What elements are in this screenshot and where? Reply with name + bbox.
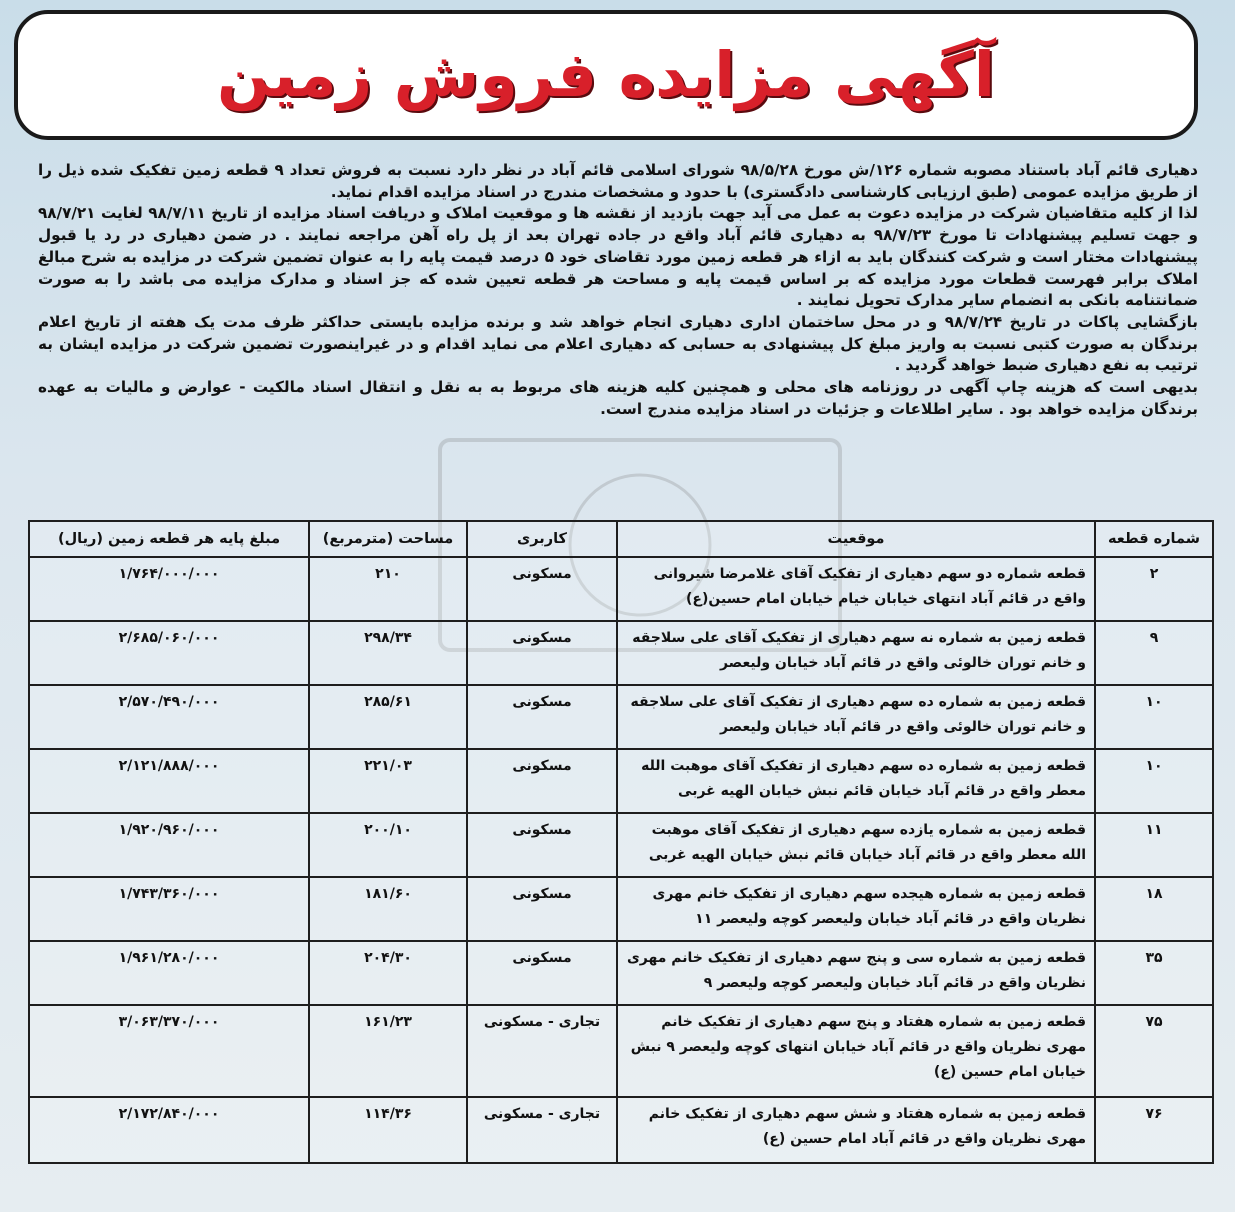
lot-area: ۲۹۸/۳۴ [309, 621, 467, 685]
lot-price: ۳/۰۶۳/۳۷۰/۰۰۰ [29, 1005, 309, 1097]
lot-area: ۲۰۰/۱۰ [309, 813, 467, 877]
title-banner [14, 10, 1198, 140]
lot-usage: مسکونی [467, 877, 617, 941]
lot-number: ۷۶ [1095, 1097, 1213, 1163]
lot-price: ۱/۷۴۳/۳۶۰/۰۰۰ [29, 877, 309, 941]
paragraph-opening: بازگشایی پاکات در تاریخ ۹۸/۷/۲۴ و در محل ساختمان اداری دهیاری انجام خواهد شد و برنده مزایده بایستی حداکثر ظرف مدت یک هفته از تاریخ اعلام برندگان به صورت کتبی نسبت به واریز مبلغ کل پیشنهادی به حسابی که دهیاری اعلام می نماید اقدام و در غیراینصورت تضمین شرکت در مزایده ایشان به ترتیب به نفع دهیاری ضبط خواهد گردید . [38, 312, 1198, 375]
header-usage: کاربری [467, 521, 617, 557]
lot-price: ۱/۷۶۴/۰۰۰/۰۰۰ [29, 557, 309, 621]
lot-location: قطعه زمین به شماره نه سهم دهیاری از تفکیک آقای علی سلاجقه و خانم توران خالوئی واقع در قائم آباد خیابان ولیعصر [617, 621, 1095, 685]
lot-area: ۲۸۵/۶۱ [309, 685, 467, 749]
lot-usage: مسکونی [467, 557, 617, 621]
table-row [29, 685, 1213, 749]
lot-price: ۱/۹۲۰/۹۶۰/۰۰۰ [29, 813, 309, 877]
header-location: موقعیت [617, 521, 1095, 557]
lot-number: ۱۸ [1095, 877, 1213, 941]
paragraph-intro: دهیاری قائم آباد باستناد مصوبه شماره ۱۲۶/ش مورخ ۹۸/۵/۲۸ شورای اسلامی قائم آباد در نظر دارد نسبت به فروش تعداد ۹ قطعه زمین تفکیک شده ذیل را از طریق مزایده عمومی (طبق ارزیابی کارشناسی دادگستری) با حدود و مشخصات مندرج در اسناد مزایده اقدام نماید. [38, 161, 1198, 201]
lot-usage: مسکونی [467, 621, 617, 685]
lot-location: قطعه زمین به شماره هیجده سهم دهیاری از تفکیک خانم مهری نظریان واقع در قائم آباد خیابان ولیعصر کوچه ولیعصر ۱۱ [617, 877, 1095, 941]
lot-usage: مسکونی [467, 685, 617, 749]
lot-area: ۲۰۴/۳۰ [309, 941, 467, 1005]
table-row [29, 813, 1213, 877]
lot-price: ۲/۱۷۲/۸۴۰/۰۰۰ [29, 1097, 309, 1163]
table-row [29, 877, 1213, 941]
lot-number: ۱۱ [1095, 813, 1213, 877]
lot-location: قطعه زمین به شماره ده سهم دهیاری از تفکیک آقای علی سلاجقه و خانم توران خالوئی واقع در قائم آباد خیابان ولیعصر [617, 685, 1095, 749]
lot-location: قطعه زمین به شماره هفتاد و پنج سهم دهیاری از تفکیک خانم مهری نظریان واقع در قائم آباد خیابان انتهای کوچه ولیعصر ۹ نبش خیابان امام حسین (ع) [617, 1005, 1095, 1097]
lot-location: قطعه زمین به شماره ده سهم دهیاری از تفکیک آقای موهبت الله معطر واقع در قائم آباد خیابان قائم نبش خیابان الهیه غربی [617, 749, 1095, 813]
page-title: آگهی مزایده فروش زمین [216, 38, 996, 111]
lot-usage: مسکونی [467, 813, 617, 877]
lot-location: قطعه زمین به شماره سی و پنج سهم دهیاری از تفکیک خانم مهری نظریان واقع در قائم آباد خیابان ولیعصر کوچه ولیعصر ۹ [617, 941, 1095, 1005]
table-row [29, 621, 1213, 685]
lot-number: ۷۵ [1095, 1005, 1213, 1097]
lot-price: ۲/۱۲۱/۸۸۸/۰۰۰ [29, 749, 309, 813]
lot-price: ۲/۵۷۰/۴۹۰/۰۰۰ [29, 685, 309, 749]
lot-price: ۱/۹۶۱/۲۸۰/۰۰۰ [29, 941, 309, 1005]
announcement-body [38, 160, 1198, 420]
lot-area: ۲۱۰ [309, 557, 467, 621]
lot-number: ۱۰ [1095, 749, 1213, 813]
lot-location: قطعه زمین به شماره یازده سهم دهیاری از تفکیک آقای موهبت الله معطر واقع در قائم آباد خیابان قائم نبش خیابان الهیه غربی [617, 813, 1095, 877]
lots-table [28, 520, 1214, 1164]
header-base-price: مبلغ پایه هر قطعه زمین (ریال) [29, 521, 309, 557]
header-lot-number: شماره قطعه [1095, 521, 1213, 557]
header-area: مساحت (مترمربع) [309, 521, 467, 557]
table-header-row [29, 521, 1213, 557]
lot-location: قطعه زمین به شماره هفتاد و شش سهم دهیاری از تفکیک خانم مهری نظریان واقع در قائم آباد امام حسین (ع) [617, 1097, 1095, 1163]
lot-usage: مسکونی [467, 941, 617, 1005]
lot-number: ۹ [1095, 621, 1213, 685]
table-row [29, 557, 1213, 621]
lot-location: قطعه شماره دو سهم دهیاری از تفکیک آقای غلامرضا شیروانی واقع در قائم آباد انتهای خیابان خیام خیابان امام حسین(ع) [617, 557, 1095, 621]
lot-usage: مسکونی [467, 749, 617, 813]
lot-usage: تجاری - مسکونی [467, 1005, 617, 1097]
table-row [29, 941, 1213, 1005]
lot-number: ۳۵ [1095, 941, 1213, 1005]
paragraph-instructions: لذا از کلیه متقاضیان شرکت در مزایده دعوت به عمل می آید جهت بازدید از نقشه ها و موقعیت املاک و دریافت اسناد مزایده از تاریخ ۹۸/۷/۱۱ لغایت ۹۸/۷/۲۱ و جهت تسلیم پیشنهادات تا مورخ ۹۸/۷/۲۳ به دهیاری قائم آباد واقع در جاده تهران بعد از پل راه آهن مراجعه نمایند . در ضمن دهیاری در رد یا قبول پیشنهادات مختار است و شرکت کنندگان باید به ازاء هر قطعه زمین مورد تقاضای خود ۵ درصد قیمت پایه را به عنوان تضمین شرکت در مزایده به شرح مبالغ املاک برابر فهرست قطعات مورد مزایده که بر اساس قیمت پایه و مساحت هر قطعه تعیین شده که جز اسناد و مدارک مزایده می باشد را به صورت ضمانتنامه بانکی به انضمام سایر مدارک تحویل نمایند . [38, 204, 1198, 310]
lot-number: ۲ [1095, 557, 1213, 621]
lot-area: ۱۶۱/۲۳ [309, 1005, 467, 1097]
lot-area: ۱۸۱/۶۰ [309, 877, 467, 941]
table-row [29, 1005, 1213, 1097]
lot-usage: تجاری - مسکونی [467, 1097, 617, 1163]
lot-number: ۱۰ [1095, 685, 1213, 749]
lot-area: ۱۱۴/۳۶ [309, 1097, 467, 1163]
table-row [29, 1097, 1213, 1163]
lot-area: ۲۲۱/۰۳ [309, 749, 467, 813]
table-row [29, 749, 1213, 813]
lot-price: ۲/۶۸۵/۰۶۰/۰۰۰ [29, 621, 309, 685]
paragraph-costs: بدیهی است که هزینه چاپ آگهی در روزنامه های محلی و همچنین کلیه هزینه های مربوط به به نقل و انتقال اسناد مالکیت - عوارض و مالیات به عهده برندگان مزایده خواهد بود . سایر اطلاعات و جزئیات در اسناد مزایده مندرج است. [38, 378, 1198, 418]
